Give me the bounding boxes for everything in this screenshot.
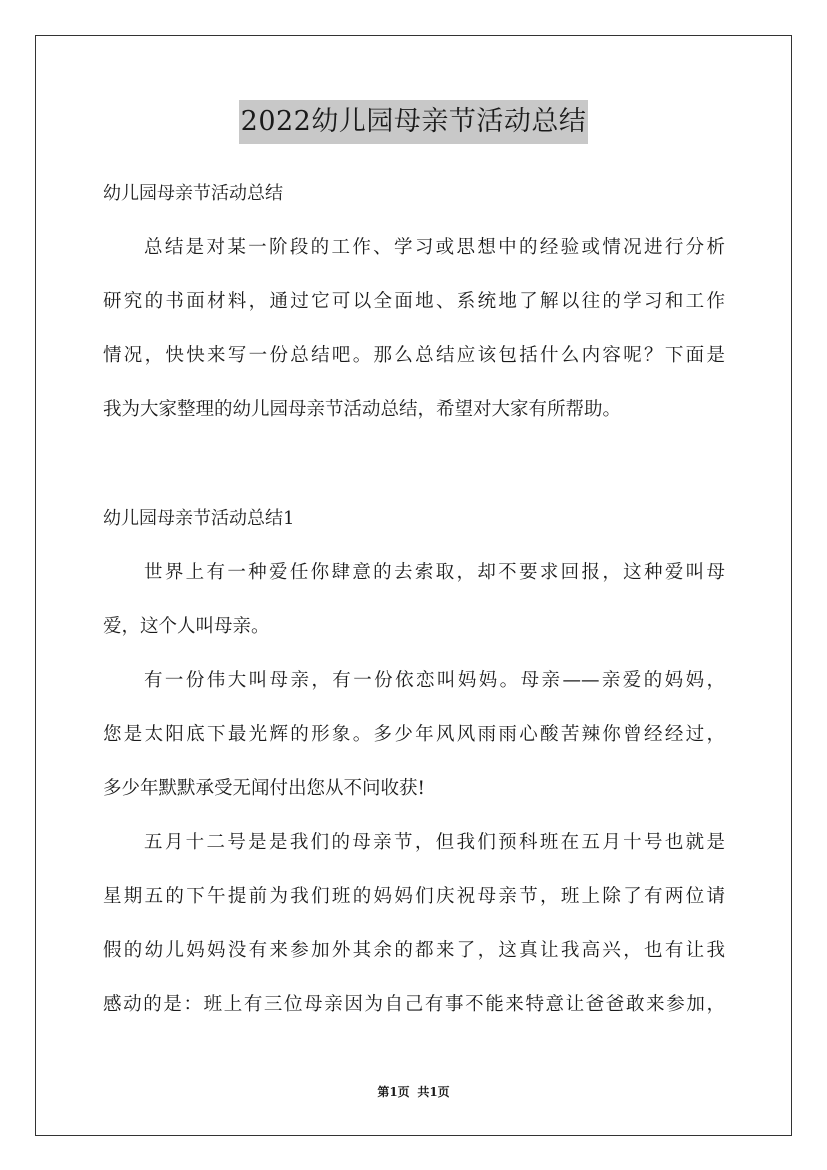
page-total: 共1页 [417, 1085, 450, 1099]
paragraph-line: 有一份伟大叫母亲，有一份依恋叫妈妈。母亲——亲爱的妈妈， [144, 670, 725, 691]
title-container [0, 100, 827, 144]
intro-line: 总结是对某一阶段的工作、学习或思想中的经验或情况进行分析 [144, 237, 725, 258]
page-footer [0, 1084, 827, 1100]
paragraph-line: 星期五的下午提前为我们班的妈妈们庆祝母亲节，班上除了有两位请 [103, 886, 725, 907]
intro-heading: 幼儿园母亲节活动总结 [103, 183, 283, 204]
document-title: 2022幼儿园母亲节活动总结 [239, 100, 589, 144]
paragraph-line: 感动的是：班上有三位母亲因为自己有事不能来特意让爸爸敢来参加， [103, 994, 725, 1015]
page-number: 第1页 [377, 1085, 410, 1099]
paragraph-line: 五月十二号是是我们的母亲节，但我们预科班在五月十号也就是 [144, 832, 725, 853]
paragraph-line: 世界上有一种爱任你肆意的去索取，却不要求回报，这种爱叫母 [144, 562, 725, 583]
intro-line: 我为大家整理的幼儿园母亲节活动总结，希望对大家有所帮助。 [103, 399, 622, 420]
intro-line: 情况，快快来写一份总结吧。那么总结应该包括什么内容呢？下面是 [103, 345, 725, 366]
paragraph-line: 爱，这个人叫母亲。 [103, 616, 270, 637]
paragraph-line: 多少年默默承受无闻付出您从不问收获! [103, 778, 425, 799]
intro-line: 研究的书面材料，通过它可以全面地、系统地了解以往的学习和工作 [103, 291, 725, 312]
section1-heading: 幼儿园母亲节活动总结1 [103, 508, 295, 529]
paragraph-line: 您是太阳底下最光辉的形象。多少年风风雨雨心酸苦辣你曾经经过， [103, 724, 725, 745]
paragraph-line: 假的幼儿妈妈没有来参加外其余的都来了，这真让我高兴，也有让我 [103, 940, 725, 961]
